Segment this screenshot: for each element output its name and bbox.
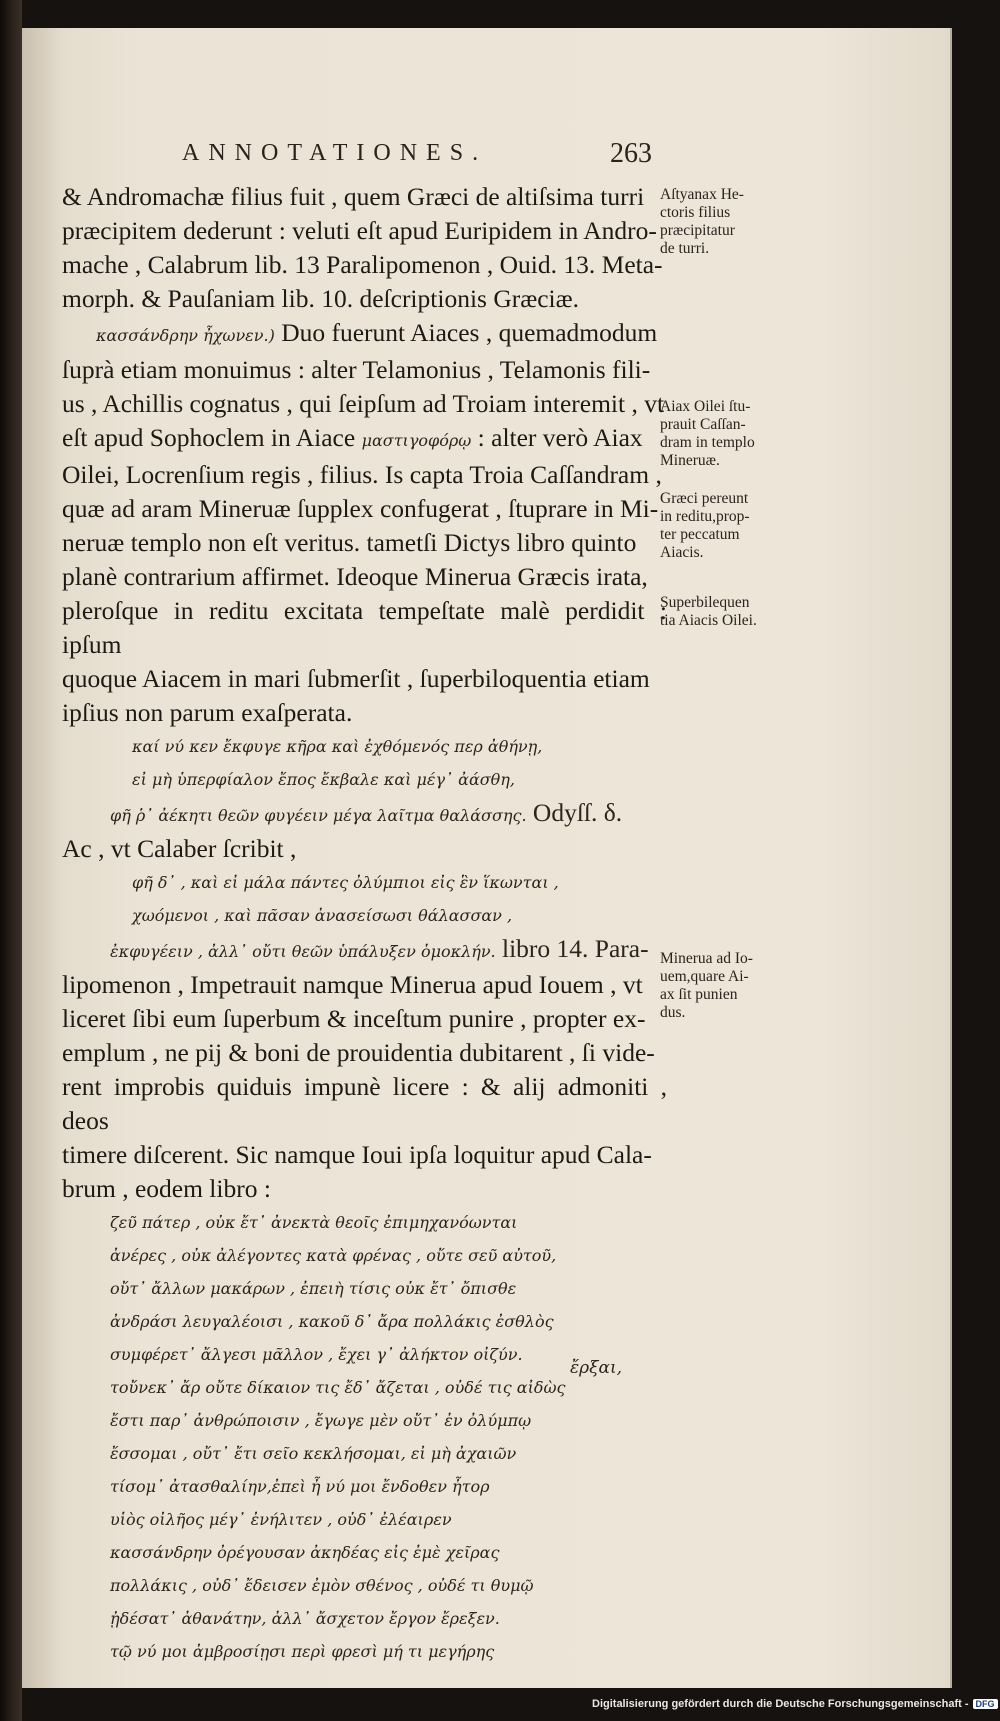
marginal-note: Aſtyanax He- ctoris filius præcipitatur de turri. bbox=[660, 186, 744, 257]
greek-verse-line: χωόμενοι , καὶ πᾶσαν ἀνασείσωσι θάλασσαν , bbox=[132, 906, 513, 925]
main-text bbox=[62, 180, 667, 1668]
greek-verse-line: κασσάνδρην ὀρέγουσαν ἀκηδέας εἰς ἐμὲ χεῖρας bbox=[110, 1543, 500, 1562]
text-line: quæ ad aram Mineruæ ſupplex confugerat , ſtuprare in Mi- bbox=[62, 494, 659, 523]
text-line: ipſius non parum exaſperata. bbox=[62, 698, 353, 727]
text-span: eſt apud Sophoclem in Aiace bbox=[62, 423, 356, 452]
greek-verse-line: υἱὸς οἰλῆος μέγ᾽ ἐνήλιτεν , οὐδ᾽ ἐλέαιρεν bbox=[110, 1510, 452, 1529]
greek-verse-line: οὔτ᾽ ἄλλων μακάρων , ἐπειὴ τίσις οὐκ ἔτ᾽ ὄπισθε bbox=[110, 1279, 517, 1298]
marginal-note: Superbilequen tia Aiacis Oilei. bbox=[660, 594, 757, 629]
text-line bbox=[62, 316, 667, 353]
citation: Odyſſ. δ. bbox=[526, 798, 623, 827]
greek-verse-line: συμφέρετ᾽ ἄλγεσι μᾶλλον , ἔχει γ᾽ ἀλήκτον οἰζύν. bbox=[110, 1345, 523, 1364]
dfg-logo: DFG bbox=[973, 1699, 998, 1709]
text-line: mache , Calabrum lib. 13 Paralipomenon , Ouid. 13. Meta- bbox=[62, 250, 663, 279]
text-line: & Andromachæ filius fuit , quem Græci de altiſsima turri bbox=[62, 182, 645, 211]
text-line: emplum , ne pij & boni de prouidentia dubitarent , ſi vide- bbox=[62, 1038, 655, 1067]
funding-text: Digitalisierung gefördert durch die Deutsche Forschungsgemeinschaft - bbox=[592, 1698, 969, 1710]
greek-verse-line: πολλάκις , οὐδ᾽ ἔδεισεν ἐμὸν σθένος , οὐδέ τι θυμῷ bbox=[110, 1576, 534, 1595]
text-line: brum , eodem libro : bbox=[62, 1174, 271, 1203]
greek-verse-line: τοὔνεκ᾽ ἄρ οὔτε δίκαιον τις ἔδ᾽ ἄζεται , οὐδέ τις αἰδὼς bbox=[110, 1378, 566, 1397]
marginal-note: Græci pereunt in reditu,prop- ter peccatum Aiacis. bbox=[660, 490, 750, 561]
lemma-greek: κασσάνδρην ἦχωνεν.) bbox=[96, 326, 275, 345]
text-span: Duo fuerunt Aiaces , quemadmodum bbox=[274, 318, 658, 347]
greek-verse-line: ζεῦ πάτερ , οὐκ ἔτ᾽ ἀνεκτὰ θεοῖς ἐπιμηχανόωνται bbox=[110, 1213, 518, 1232]
text-span: : alter verò Aiax bbox=[471, 423, 643, 452]
book-spine bbox=[0, 0, 22, 1721]
greek-verse-line: εἰ μὴ ὑπερφίαλον ἔπος ἔκβαλε καὶ μέγ᾽ ἀάσθη, bbox=[132, 770, 515, 789]
funding-notice bbox=[592, 1698, 995, 1718]
greek-verse-line: ᾐδέσατ᾽ ἀθανάτην, ἀλλ᾽ ἄσχετον ἔργον ἔρεξεν. bbox=[110, 1609, 500, 1628]
greek-verse-text: φῆ ῥ᾽ ἀέκητι θεῶν φυγέειν μέγα λαῖτμα θαλάσσης. bbox=[110, 806, 527, 825]
text-line: præcipitem dederunt : veluti eſt apud Euripidem in Andro- bbox=[62, 216, 657, 245]
book-page bbox=[22, 28, 952, 1688]
greek-verse-line: ἔστι παρ᾽ ἀνθρώποισιν , ἔγωγε μὲν οὔτ᾽ ἐν ὀλύμπῳ bbox=[110, 1411, 532, 1430]
greek-verse-line bbox=[62, 796, 667, 832]
running-head: ANNOTATIONES. bbox=[182, 140, 488, 166]
greek-verse-line: τίσομ᾽ ἀτασθαλίην,ἐπεὶ ἦ νύ μοι ἔνδοθεν ἦτορ bbox=[110, 1477, 490, 1496]
greek-verse-line: φῆ δ᾽ , καὶ εἰ μάλα πάντες ὀλύμπιοι εἰς ἓν ἵκωνται , bbox=[132, 873, 559, 892]
text-line: Ac , vt Calaber ſcribit , bbox=[62, 834, 297, 863]
text-line: Oilei, Locrenſium regis , filius. Is capta Troia Caſſandram , bbox=[62, 460, 662, 489]
text-line: timere diſcerent. Sic namque Ioui ipſa loquitur apud Cala- bbox=[62, 1140, 652, 1169]
greek-verse-line: ἀνδράσι λευγαλέοισι , κακοῦ δ᾽ ἄρα πολλάκις ἐσθλὸς bbox=[110, 1312, 554, 1331]
greek-verse-line: ἀνέρες , οὐκ ἀλέγοντες κατὰ φρένας , οὔτε σεῦ αὐτοῦ, bbox=[110, 1246, 557, 1265]
text-line: rent improbis quiduis impunè licere : & alij admoniti , deos bbox=[62, 1072, 667, 1135]
marginal-note: Minerua ad Io- uem,quare Ai- ax ſit punien dus. bbox=[660, 950, 753, 1021]
greek-verse-text: ἐκφυγέειν , ἀλλ᾽ οὔτι θεῶν ὑπάλυξεν ὁμοκλήν. bbox=[110, 942, 496, 961]
text-line: us , Achillis cognatus , qui ſeipſum ad Troiam interemit , vt bbox=[62, 389, 665, 418]
text-line: quoque Aiacem in mari ſubmerſit , ſuperbiloquentia etiam bbox=[62, 664, 650, 693]
text-line: neruæ templo non eſt veritus. tametſi Dictys libro quinto bbox=[62, 528, 637, 557]
text-line: ſuprà etiam monuimus : alter Telamonius , Telamonis fili- bbox=[62, 355, 651, 384]
text-line: planè contrarium affirmet. Ideoque Minerua Græcis irata, bbox=[62, 562, 648, 591]
page-number: 263 bbox=[610, 138, 652, 169]
text-line: liceret ſibi eum ſuperbum & inceſtum punire , propter ex- bbox=[62, 1004, 646, 1033]
text-line: lipomenon , Impetrauit namque Minerua apud Iouem , vt bbox=[62, 970, 643, 999]
text-line bbox=[62, 421, 667, 458]
text-line: morph. & Pauſaniam lib. 10. deſcriptionis Græciæ. bbox=[62, 284, 580, 313]
text-line: pleroſque in reditu excitata tempeſtate malè perdidit : ipſum bbox=[62, 596, 667, 659]
greek-verse-line bbox=[62, 932, 667, 968]
inline-greek-word: μαστιγοφόρῳ bbox=[361, 431, 472, 450]
greek-verse-line: ἔσσομαι , οὔτ᾽ ἔτι σεῖο κεκλήσομαι, εἰ μὴ ἀχαιῶν bbox=[110, 1444, 517, 1463]
catchword: ἔρξαι, bbox=[570, 1358, 623, 1378]
greek-verse-line: τῷ νύ μοι ἀμβροσίῃσι περὶ φρεσὶ μή τι μεγήρης bbox=[110, 1642, 495, 1661]
marginal-note: Aiax Oilei ſtu- prauit Caſſan- dram in templo Mineruæ. bbox=[660, 398, 755, 469]
citation: libro 14. Para- bbox=[495, 934, 649, 963]
greek-verse-line: καί νύ κεν ἔκφυγε κῆρα καὶ ἐχθόμενός περ ἀθήνῃ, bbox=[132, 737, 543, 756]
